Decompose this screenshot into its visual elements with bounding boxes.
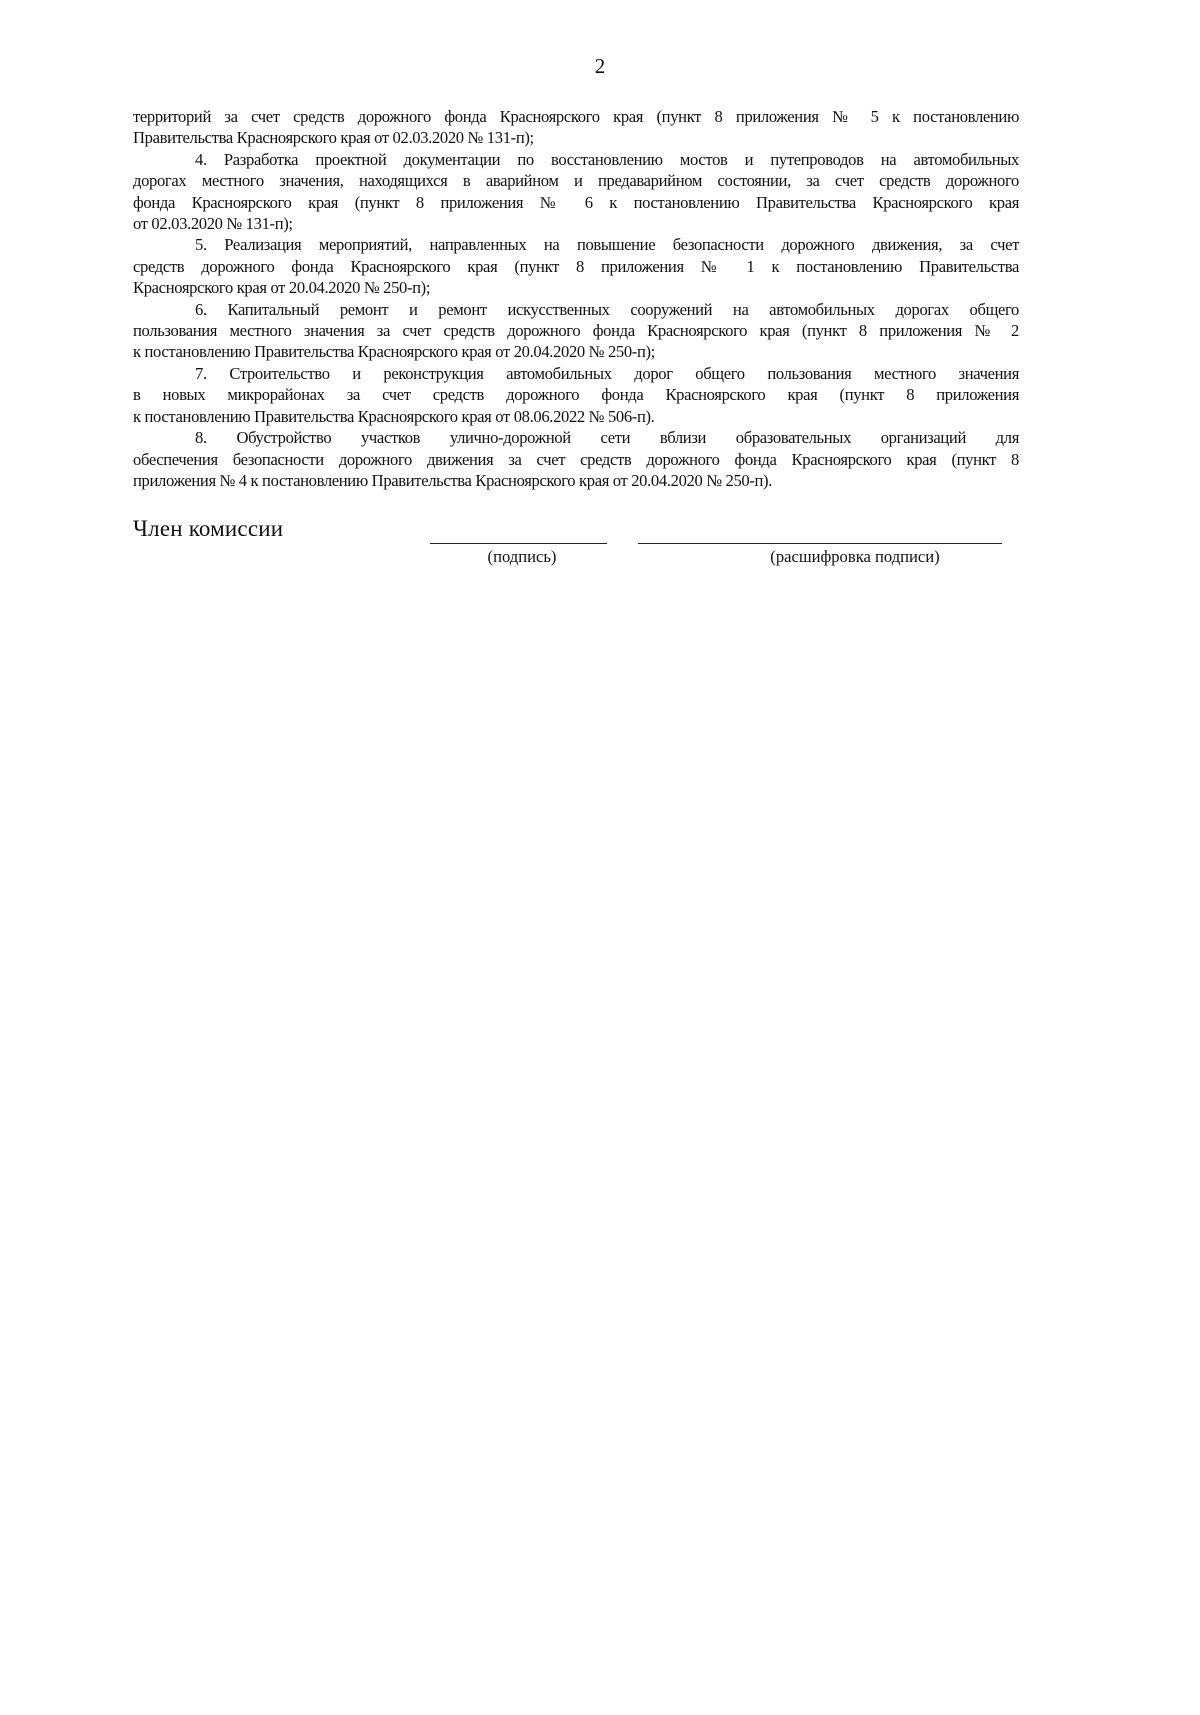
text-line: обеспечения безопасности дорожного движения за счет средств дорожного фонда Красноярского края (пункт 8 <box>133 449 1019 469</box>
paragraph <box>133 363 1019 427</box>
text-line: к постановлению Правительства Красноярского края от 08.06.2022 № 506-п). <box>133 406 655 426</box>
signature-caption: (подпись) <box>487 547 557 566</box>
text-line: средств дорожного фонда Красноярского края (пункт 8 приложения № 1 к постановлению Правительства <box>133 256 1019 276</box>
document-body <box>133 106 1019 491</box>
text-line: от 02.03.2020 № 131-п); <box>133 214 293 234</box>
text-line: Красноярского края от 20.04.2020 № 250-п); <box>133 278 431 298</box>
paragraph <box>133 149 1019 235</box>
text-line: 5. Реализация мероприятий, направленных на повышение безопасности дорожного движения, за счет <box>195 235 1019 255</box>
paragraph <box>133 299 1019 363</box>
text-line: в новых микрорайонах за счет средств дорожного фонда Красноярского края (пункт 8 приложения <box>133 385 1019 405</box>
text-line: пользования местного значения за счет средств дорожного фонда Красноярского края (пункт 8 приложения № 2 <box>133 321 1019 341</box>
text-line: фонда Красноярского края (пункт 8 приложения № 6 к постановлению Правительства Красноярского края <box>133 192 1019 212</box>
paragraph <box>133 427 1019 491</box>
text-line: к постановлению Правительства Красноярского края от 20.04.2020 № 250-п); <box>133 342 655 362</box>
signature-decoding-caption: (расшифровка подписи) <box>770 547 940 566</box>
paragraph <box>133 234 1019 298</box>
paragraph <box>133 106 1019 149</box>
signature-decoding-line <box>638 543 1002 544</box>
page-number: 2 <box>594 54 606 78</box>
signature-line <box>430 543 607 544</box>
commission-member-label: Член комиссии <box>133 516 284 541</box>
text-line: 4. Разработка проектной документации по восстановлению мостов и путепроводов на автомобильных <box>195 149 1019 169</box>
text-line: 7. Строительство и реконструкция автомобильных дорог общего пользования местного значения <box>195 363 1019 383</box>
text-line: 6. Капитальный ремонт и ремонт искусственных сооружений на автомобильных дорогах общего <box>195 299 1019 319</box>
text-line: дорогах местного значения, находящихся в аварийном и предаварийном состоянии, за счет средств дорожного <box>133 171 1019 191</box>
text-line: приложения № 4 к постановлению Правительства Красноярского края от 20.04.2020 № 250-п). <box>133 470 773 490</box>
text-line: 8. Обустройство участков улично-дорожной сети вблизи образовательных организаций для <box>195 428 1019 448</box>
text-line: территорий за счет средств дорожного фонда Красноярского края (пункт 8 приложения № 5 к постановлению <box>133 107 1019 126</box>
text-line: Правительства Красноярского края от 02.03.2020 № 131-п); <box>133 128 534 148</box>
